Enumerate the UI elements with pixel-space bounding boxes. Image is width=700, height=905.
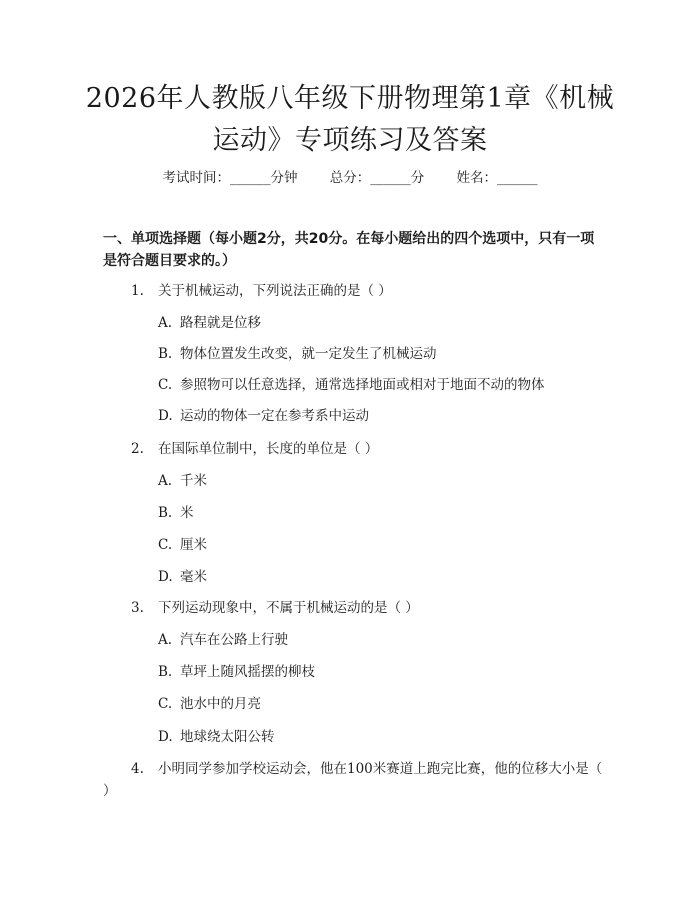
- document-title: [60, 78, 640, 162]
- option-letter: B.: [158, 664, 173, 680]
- question-1: [131, 281, 601, 301]
- option-text: 千米: [180, 473, 207, 489]
- option-2b: [158, 503, 598, 523]
- question-text: 小明同学参加学校运动会，他在100米赛道上跑完比赛，他的位移大小是（ ）: [103, 761, 603, 799]
- option-letter: A.: [158, 473, 173, 489]
- option-1a: [158, 313, 598, 333]
- option-text: 运动的物体一定在参考系中运动: [180, 408, 369, 424]
- option-letter: B.: [158, 346, 173, 362]
- question-text: 下列运动现象中，不属于机械运动的是（ ）: [158, 600, 419, 616]
- question-number: 3.: [131, 600, 144, 616]
- option-letter: C.: [158, 537, 173, 553]
- question-text: 在国际单位制中，长度的单位是（ ）: [158, 441, 379, 457]
- title-line-1: 2026年人教版八年级下册物理第1章《机械: [85, 83, 615, 114]
- option-letter: A.: [158, 315, 173, 331]
- question-number: 4.: [131, 761, 144, 777]
- option-2d: [158, 567, 598, 587]
- question-3: [131, 598, 601, 618]
- section-heading-single-choice: 一、单项选择题（每小题2分，共20分。在每小题给出的四个选项中，只有一项是符合题目要求的。）: [103, 231, 595, 269]
- option-3b: [158, 662, 598, 682]
- option-1d: [158, 406, 598, 426]
- option-3a: [158, 630, 598, 650]
- option-2c: [158, 535, 598, 555]
- question-number: 2.: [131, 441, 144, 457]
- option-text: 路程就是位移: [180, 315, 261, 331]
- option-letter: D.: [158, 408, 173, 424]
- student-name-field: 姓名：______: [456, 170, 538, 186]
- option-3d: [158, 727, 598, 747]
- option-letter: C.: [158, 696, 173, 712]
- option-3c: [158, 694, 598, 714]
- option-2a: [158, 471, 598, 491]
- question-number: 1.: [131, 283, 144, 299]
- option-letter: C.: [158, 377, 173, 393]
- option-letter: B.: [158, 505, 173, 521]
- option-text: 汽车在公路上行驶: [180, 632, 288, 648]
- option-text: 毫米: [180, 569, 207, 585]
- option-text: 池水中的月亮: [180, 696, 261, 712]
- question-2: [131, 439, 601, 459]
- option-text: 地球绕太阳公转: [180, 729, 275, 745]
- option-letter: D.: [158, 729, 173, 745]
- question-text: 关于机械运动，下列说法正确的是（ ）: [158, 283, 392, 299]
- question-4: [103, 758, 603, 802]
- option-text: 厘米: [180, 537, 207, 553]
- option-text: 草坪上随风摇摆的柳枝: [180, 664, 315, 680]
- option-1c: [158, 375, 598, 395]
- option-text: 物体位置发生改变，就一定发生了机械运动: [180, 346, 437, 362]
- option-text: 参照物可以任意选择，通常选择地面或相对于地面不动的物体: [180, 377, 545, 393]
- option-letter: D.: [158, 569, 173, 585]
- exam-info-line: [0, 168, 700, 188]
- option-1b: [158, 344, 598, 364]
- option-text: 米: [180, 505, 194, 521]
- total-score-field: 总分：______分: [329, 170, 425, 186]
- option-letter: A.: [158, 632, 173, 648]
- title-line-2: 运动》专项练习及答案: [212, 125, 488, 156]
- exam-time-field: 考试时间：______分钟: [162, 170, 298, 186]
